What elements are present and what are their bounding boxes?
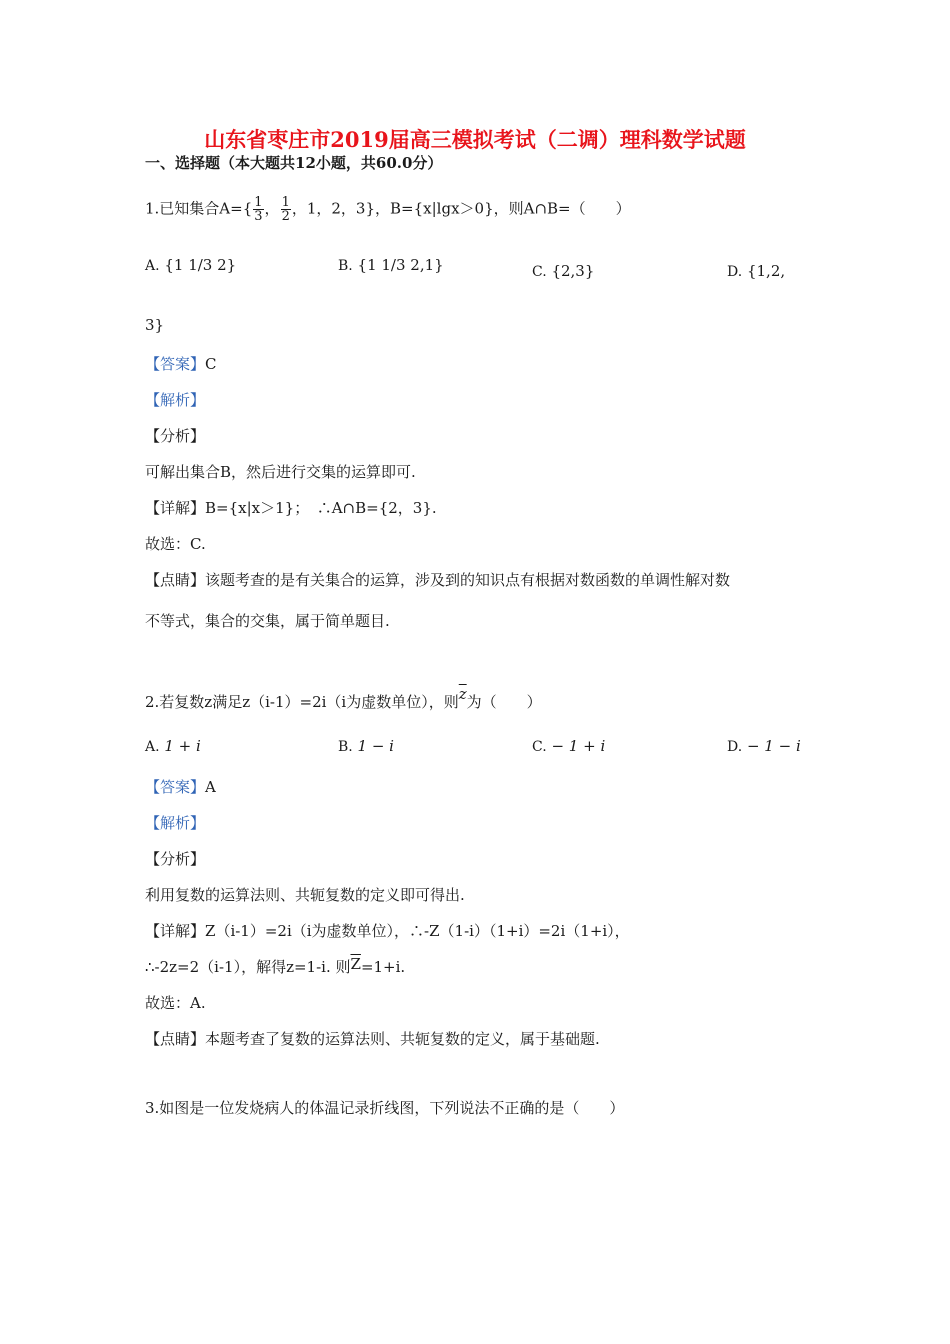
q1-fenxi-tag: 【分析】 [145,427,206,445]
q1-jiexi-tag: 【解析】 [145,391,206,409]
q2-guxuan: 故选：A. [145,994,206,1012]
z-conjugate: $\overline{z}$ [458,685,467,703]
q1-dianjing-line-2: 不等式，集合的交集，属于简单题目. [145,612,390,630]
q2-answer: 【答案】A [145,778,216,796]
q1-guxuan: 故选：C. [145,535,206,553]
answer-tag: 【答案】 [145,355,206,373]
q1-stem-prefix: 1.已知集合A={ [145,199,253,218]
q2-xiangjie-line-2: ∴-2z=2（i-1），解得z=1-i. 则$\overline{Z}=1+i$. [145,955,406,976]
question-3-stem: 3.如图是一位发烧病人的体温记录折线图，下列说法不正确的是（ ） [145,1099,625,1117]
q2-option-b-value: 1 − i [357,737,394,755]
fraction-one-third: $\frac{1}{3}$ [254,195,263,224]
q2-option-c-value: − 1 + i [551,737,606,755]
answer-value: C [205,355,217,373]
q2-fenxi: 利用复数的运算法则、共轭复数的定义即可得出. [145,886,465,904]
q1-option-b: B. {1 1/3 2,1} [338,256,444,274]
q2-option-c: C. − 1 + i [532,737,606,755]
q1-option-a-value: {1 1/3 2} [164,256,237,274]
q1-option-c-value: {2,3} [551,262,595,280]
q2-option-d: D. − 1 − i [727,737,801,755]
q1-dianjing-line-1: 【点睛】该题考查的是有关集合的运算，涉及到的知识点有根据对数函数的单调性解对数 [145,571,731,589]
question-2-stem: 2.若复数z满足z（i-1）=2i（i为虚数单位），则$\overline{z}$为（ ） [145,685,542,711]
q1-option-d-value: {1,2, [746,262,786,280]
q1-option-b-value: {1 1/3 2,1} [357,256,444,274]
q1-stem-rest: ，1，2，3}，B={x|lgx＞0}，则A∩B=（ ） [291,199,631,218]
q2-jiexi-tag: 【解析】 [145,814,206,832]
section-heading: 一、选择题（本大题共12小题，共60.0分） [145,154,443,172]
q2-option-a-value: 1 + i [164,737,201,755]
q2-option-d-value: − 1 − i [746,737,801,755]
q2-dianjing: 【点睛】本题考查了复数的运算法则、共轭复数的定义，属于基础题. [145,1030,600,1048]
q1-option-d: D. {1,2, [727,262,786,280]
q2-fenxi-tag: 【分析】 [145,850,206,868]
fraction-one-half: $\frac{1}{2}$ [281,195,290,224]
q1-fenxi: 可解出集合B，然后进行交集的运算即可. [145,463,416,481]
q1-option-c: C. {2,3} [532,262,595,280]
q1-answer [145,353,217,374]
z-conjugate-result: $\overline{Z}$ [350,955,361,973]
question-1-stem: 1.已知集合A={ $\frac{1}{3}$ ， $\frac{1}{2}$ ，1，2，3}，B={x|lgx＞0}，则A∩B=（ ） [145,195,631,224]
q2-option-b: B. 1 − i [338,737,394,755]
q2-option-a: A. 1 + i [145,737,201,755]
q1-xiangjie: 【详解】B={x|x＞1}； ∴A∩B={2，3}. [145,499,437,517]
q1-option-d-continued: 3} [145,316,165,334]
q1-option-a: A. {1 1/3 2} [145,256,237,274]
q2-xiangjie-line-1: 【详解】Z（i-1）=2i（i为虚数单位），∴-Z（1-i）（1+i）=2i（1+i）， [145,922,630,940]
page-title: 山东省枣庄市2019届高三模拟考试（二调）理科数学试题 [204,127,746,152]
